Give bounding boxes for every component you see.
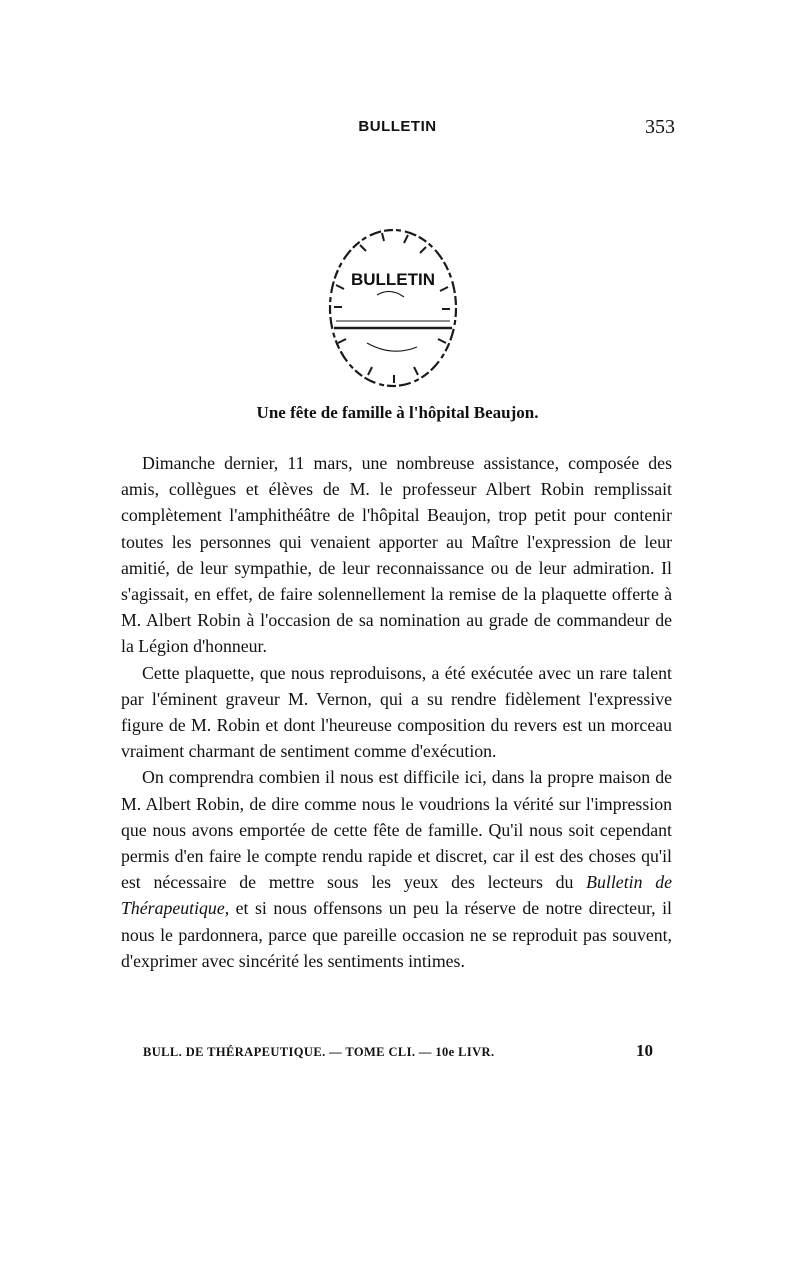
library-stamp [322,225,464,395]
paragraph-3-text-before: On comprendra combien il nous est difficile ici, dans la propre maison de M. Albert Robin, de dire comme nous le voudrions la vérité sur l'impression que nous avons emportée de cette fête de famille. Qu'il nous soit cependant permis d'en faire le compte rendu rapide et discret, car il est des choses qu'il est nécessaire de mettre sous les yeux des lecteurs du [121,767,672,893]
paragraph-1: Dimanche dernier, 11 mars, une nombreuse assistance, composée des amis, collègues et élèves de M. le professeur Albert Robin remplissait complètement l'amphithéâtre de l'hôpital Beaujon, trop petit pour contenir toutes les personnes qui venaient apporter au Maître l'expression de leur amitié, de leur sympathie, de leur reconnaissance ou de leur admiration. Il s'agissait, en effet, de faire solennellement la remise de la plaquette offerte à M. Albert Robin à l'occasion de sa nomination au grade de commandeur de la Légion d'honneur. [121,453,672,657]
paragraph-2: Cette plaquette, que nous reproduisons, a été exécutée avec un rare talent par l'éminent graveur M. Vernon, qui a su rendre fidèlement l'expressive figure de M. Robin et dont l'heureuse composition du revers est un morceau vraiment charmant de sentiment comme d'exécution. [121,662,672,762]
running-header [120,118,675,148]
sheet-number: 10 [636,1041,653,1060]
journal-name: Bulletin de Thérapeutique [121,872,672,919]
page-footer [143,1043,653,1067]
stamp-label: BULLETIN [350,270,436,289]
running-title: BULLETIN [358,118,437,135]
article-title: Une fête de famille à l'hôpital Beaujon. [256,403,539,422]
paragraph-3-text-after: , et si nous offensons un peu la réserve de notre directeur, il nous le pardonnera, parce que pareille occasion ne se reproduit pas souvent, d'exprimer avec sincérité les sentiments intimes. [121,898,672,971]
paragraph-3 [121,764,672,974]
article-body [121,450,672,974]
footer-signature: BULL. DE THÉRAPEUTIQUE. — TOME CLI. — 10e LIVR. [143,1045,495,1059]
page-number: 353 [645,116,675,138]
